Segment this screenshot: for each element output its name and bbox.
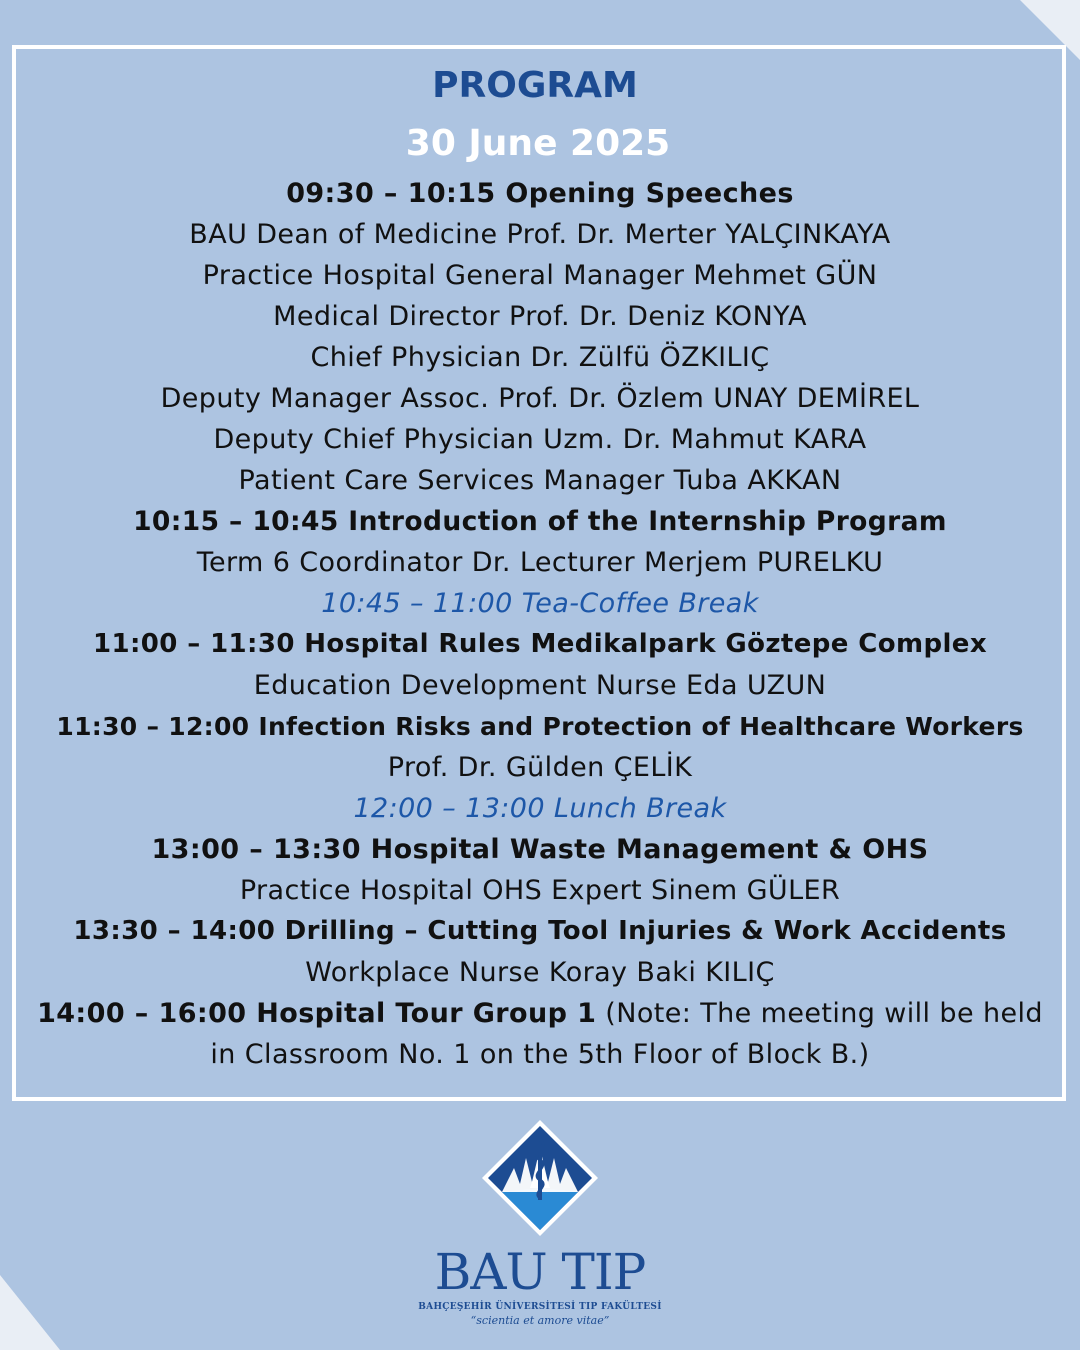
program-content [0,60,1080,1075]
program-heading: PROGRAM [432,65,638,106]
logo-motto: “scientia et amore vitae” [470,1314,610,1327]
session-waste-management: 13:00 – 13:30 Hospital Waste Management & OHS [151,834,929,865]
hospital-tour-note: (Note: The meeting will be held in Classroom No. 1 on the 5th Floor of Block B.) [210,998,1043,1070]
program-date: 30 June 2025 [405,123,671,164]
speaker-line: Patient Care Services Manager Tuba AKKAN [238,465,842,496]
speaker-line: Education Development Nurse Eda UZUN [253,670,827,701]
speaker-line: BAU Dean of Medicine Prof. Dr. Merter YALÇINKAYA [189,219,891,250]
speaker-line: Deputy Manager Assoc. Prof. Dr. Özlem UNAY DEMİREL [160,383,920,414]
break-lunch: 12:00 – 13:00 Lunch Break [353,793,727,824]
break-tea-coffee: 10:45 – 11:00 Tea-Coffee Break [321,588,759,619]
speaker-line: Practice Hospital General Manager Mehmet GÜN [202,260,878,291]
logo-subtitle: BAHÇEŞEHİR ÜNİVERSİTESİ TIP FAKÜLTESİ [418,1302,662,1312]
speaker-line: Term 6 Coordinator Dr. Lecturer Merjem PURELKU [196,547,884,578]
speaker-line: Deputy Chief Physician Uzm. Dr. Mahmut KARA [213,424,867,455]
speaker-line: Chief Physician Dr. Zülfü ÖZKILIÇ [310,342,770,373]
speaker-line: Practice Hospital OHS Expert Sinem GÜLER [239,875,841,906]
session-opening-speeches: 09:30 – 10:15 Opening Speeches [286,178,794,209]
speaker-line: Workplace Nurse Koray Baki KILIÇ [305,957,775,988]
hospital-tour-title: 14:00 – 16:00 Hospital Tour Group 1 [37,998,597,1029]
session-internship-intro: 10:15 – 10:45 Introduction of the Internship Program [133,506,947,537]
session-tool-injuries: 13:30 – 14:00 Drilling – Cutting Tool Injuries & Work Accidents [73,916,1007,946]
speaker-line: Prof. Dr. Gülden ÇELİK [387,752,693,783]
speaker-line: Medical Director Prof. Dr. Deniz KONYA [273,301,807,332]
session-hospital-tour [0,993,1080,1075]
logo-title: BAU TIP [434,1243,646,1301]
session-infection-risks: 11:30 – 12:00 Infection Risks and Protection of Healthcare Workers [56,712,1024,741]
caduceus-diamond-icon [480,1118,600,1238]
bau-tip-logo [0,1118,1080,1327]
session-hospital-rules: 11:00 – 11:30 Hospital Rules Medikalpark Göztepe Complex [93,629,987,659]
